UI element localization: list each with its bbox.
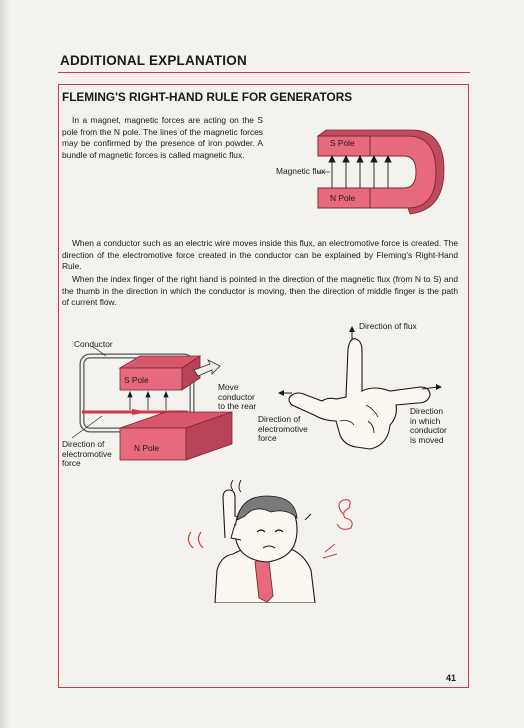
magnetic-flux-label: Magnetic flux <box>276 166 326 176</box>
conductor-s-pole-label: S Pole <box>124 375 149 385</box>
emf-direction-label-right <box>258 415 308 444</box>
conductor-move-direction-label <box>410 407 447 445</box>
move-line-3: to the rear <box>218 401 257 412</box>
move-dir-line-1: Direction <box>410 406 444 416</box>
move-dir-line-4: is moved <box>410 434 444 445</box>
move-dir-line-2: in which <box>410 415 441 426</box>
emf-left-line-2: electromotive <box>62 448 112 459</box>
emf-left-line-1: Direction of <box>62 439 105 449</box>
box-title: FLEMING'S RIGHT-HAND RULE FOR GENERATORS <box>62 90 353 104</box>
move-dir-line-3: conductor <box>410 425 447 436</box>
page-edge <box>0 0 10 728</box>
move-line-1: Move <box>218 382 239 392</box>
emf-right-line-1: Direction of <box>258 414 301 424</box>
thinking-person-cartoon <box>175 478 365 603</box>
hand-outline <box>289 339 430 449</box>
emf-right-line-2: electromotive <box>258 423 308 434</box>
emf-right-line-3: force <box>258 433 277 444</box>
flux-arrows <box>329 156 391 188</box>
rule-paragraph: When the index finger of the right hand is pointed in the direction of the magnetic flux (from N to S) and the thumb in the direction in which the conductor is moving, then the direction of middle finger is the path of current flow. <box>62 274 458 308</box>
conductor-label: Conductor <box>74 339 113 349</box>
emf-left-line-3: force <box>62 458 81 469</box>
conductor-n-pole-label: N Pole <box>134 443 160 453</box>
magnet-s-pole-label: S Pole <box>330 138 355 148</box>
emf-direction-label-left <box>62 440 112 469</box>
page-number: 41 <box>446 673 457 683</box>
intro-paragraph: In a magnet, magnetic forces are acting on the S pole from the N pole. The lines of the magnetic forces may be confirmed by the presence of iron powder. A bundle of magnetic forces is called magnetic flux. <box>62 115 263 160</box>
move-line-2: conductor <box>218 391 255 402</box>
header-rule <box>58 72 470 73</box>
page-title: ADDITIONAL EXPLANATION <box>60 53 247 68</box>
magnet-n-pole-label: N Pole <box>330 193 356 203</box>
move-conductor-label <box>218 383 256 412</box>
flux-direction-label: Direction of flux <box>359 321 417 331</box>
conductor-paragraph: When a conductor such as an electric wire moves inside this flux, an electromotive force is created. The direction of the electromotive force created in the conductor can be explained by Fleming's Right-Hand Rule. <box>62 238 458 272</box>
